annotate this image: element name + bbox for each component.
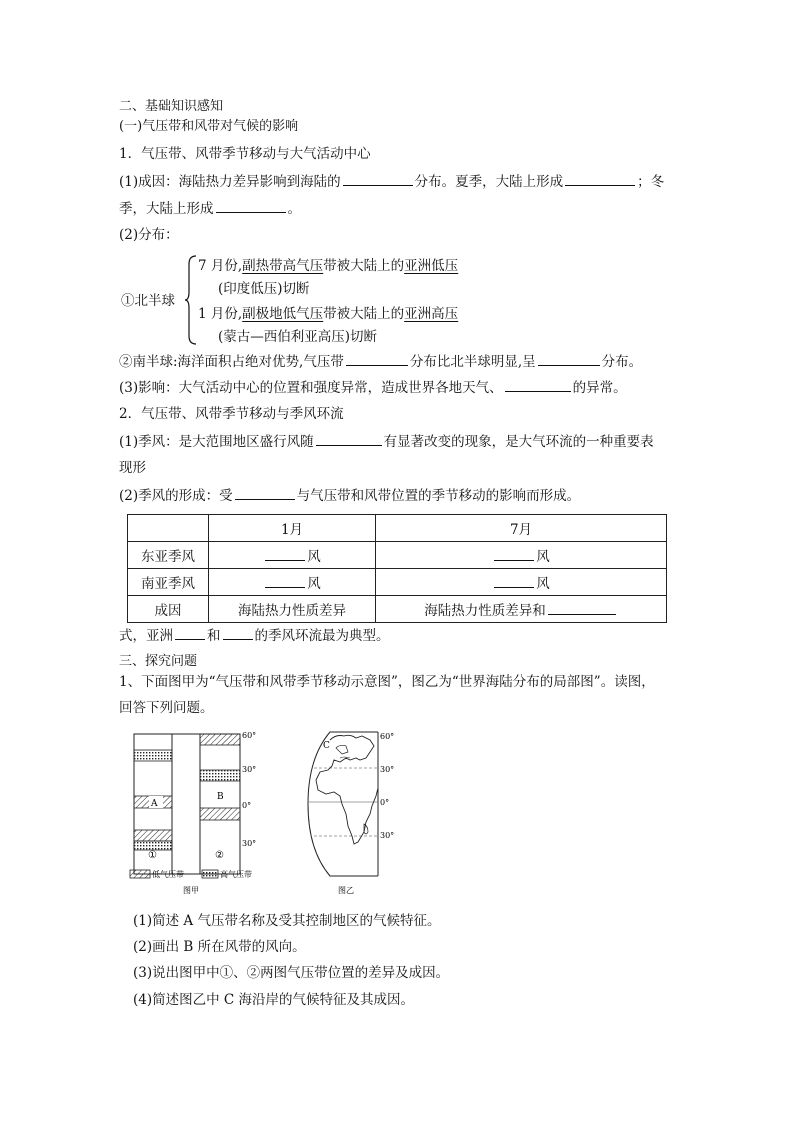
text-line: (2)季风的形成：受 与气压带和风带位置的季节移动的影响而形成。 [119,488,581,504]
lat-label: 30° [242,839,257,848]
text-line: (1)成因：海陆热力差异影响到海陆的 分布。夏季，大陆上形成 ；冬 [119,174,665,190]
lat-label: 60° [380,732,395,741]
question-4: (4)简述图乙中 C 海沿岸的气候特征及其成因。 [133,992,415,1008]
text-line: 1、下面图甲为“气压带和风带季节移动示意图”，图乙为“世界海陆分布的局部图”。读图， [119,674,655,690]
table-cell: 1月 [209,515,376,542]
label-b: B [217,792,224,802]
fill-blank[interactable] [494,574,534,588]
question-2: (2)画出 B 所在风带的风向。 [133,939,306,955]
lat-label: 30° [380,831,395,840]
legend-low-label: 低气压带 [152,870,184,879]
north-jan-line: 1 月份,副极地低气压带被大陆上的亚洲高压 [198,306,459,322]
text-line: (2)分布： [119,227,179,243]
figure-world-map [300,728,410,898]
high-pressure-belt [200,770,240,781]
table-row [128,596,667,623]
panel-label: ② [215,850,224,861]
high-pressure-belt [134,841,172,850]
brace-icon [184,254,198,346]
fill-blank[interactable] [505,378,571,392]
fill-blank[interactable] [494,547,534,561]
question-3: (3)说出图甲中①、②两图气压带位置的差异及成因。 [133,965,450,981]
panel-label: ① [148,850,157,861]
table-row [128,569,667,596]
fill-blank[interactable] [175,626,205,640]
legend-high-label: 高气压带 [220,870,252,879]
figure-caption: 图甲 [183,886,199,895]
text-line: (1)季风：是大范围地区盛行风随 有显著改变的现象，是大气环流的一种重要表 [119,434,654,450]
table-cell: 7月 [376,515,667,542]
fill-blank[interactable] [265,574,305,588]
fill-blank[interactable] [316,432,382,446]
lat-label: 30° [242,765,257,774]
africa-coast [316,735,378,844]
question-1: (1)简述 A 气压带名称及受其控制地区的气候特征。 [133,913,441,929]
legend-high-swatch [202,870,218,878]
text-line: (3)影响：大气活动中心的位置和强度异常，造成世界各地天气、 的异常。 [119,380,627,396]
low-pressure-belt [134,830,172,841]
table-cell: 风 [209,569,376,596]
table-cell: 风 [376,542,667,569]
table-row [128,542,667,569]
text-line: 回答下列问题。 [119,700,214,716]
table-cell: 成因 [128,596,209,623]
label-c: C [323,741,330,751]
fill-blank[interactable] [235,486,295,500]
lat-label: 0° [242,801,252,810]
lat-label: 60° [242,731,257,740]
text-line: 式，亚洲 和 的季风环流最为典型。 [119,628,390,644]
fill-blank[interactable] [216,199,286,213]
north-label: ①北半球 [121,293,175,309]
table-cell: 东亚季风 [128,542,209,569]
figure-pressure-belts [125,728,275,898]
table-cell: 风 [376,569,667,596]
fill-blank[interactable] [538,352,600,366]
text-line: 季，大陆上形成 。 [119,201,301,217]
fill-blank[interactable] [265,547,305,561]
fill-blank[interactable] [223,626,253,640]
item-heading: 1．气压带、风带季节移动与大气活动中心 [119,146,371,162]
lat-label: 30° [380,765,395,774]
lat-label: 0° [380,798,390,807]
fill-blank[interactable] [548,601,616,615]
section-title: 三、探究问题 [119,654,198,669]
monsoon-table [127,514,667,623]
fill-blank[interactable] [343,172,413,186]
low-pressure-belt [200,808,240,820]
north-july-note: (印度低压)切断 [218,281,310,297]
table-cell [128,515,209,542]
subsection-title: (一)气压带和风带对气候的影响 [119,119,299,134]
label-a: A [151,799,158,809]
high-pressure-belt [134,750,172,761]
table-cell: 南亚季风 [128,569,209,596]
low-pressure-belt [200,734,240,745]
section-title: 二、基础知识感知 [119,99,224,114]
text-line: ②南半球:海洋面积占绝对优势,气压带 分布比北半球明显,呈 分布。 [119,354,643,370]
fill-blank[interactable] [565,172,635,186]
item-heading: 2．气压带、风带季节移动与季风环流 [119,406,344,422]
north-jan-note: (蒙古—西伯利亚高压)切断 [218,329,378,345]
legend-low-swatch [130,870,150,878]
north-july-line: 7 月份,副热带高气压带被大陆上的亚洲低压 [198,258,459,274]
table-cell: 风 [209,542,376,569]
fill-blank[interactable] [346,352,408,366]
table-cell: 海陆热力性质差异和 [376,596,667,623]
table-cell: 海陆热力性质差异 [209,596,376,623]
figure-caption: 图乙 [338,886,354,895]
text-line: 现形 [119,460,146,476]
table-header-row [128,515,667,542]
